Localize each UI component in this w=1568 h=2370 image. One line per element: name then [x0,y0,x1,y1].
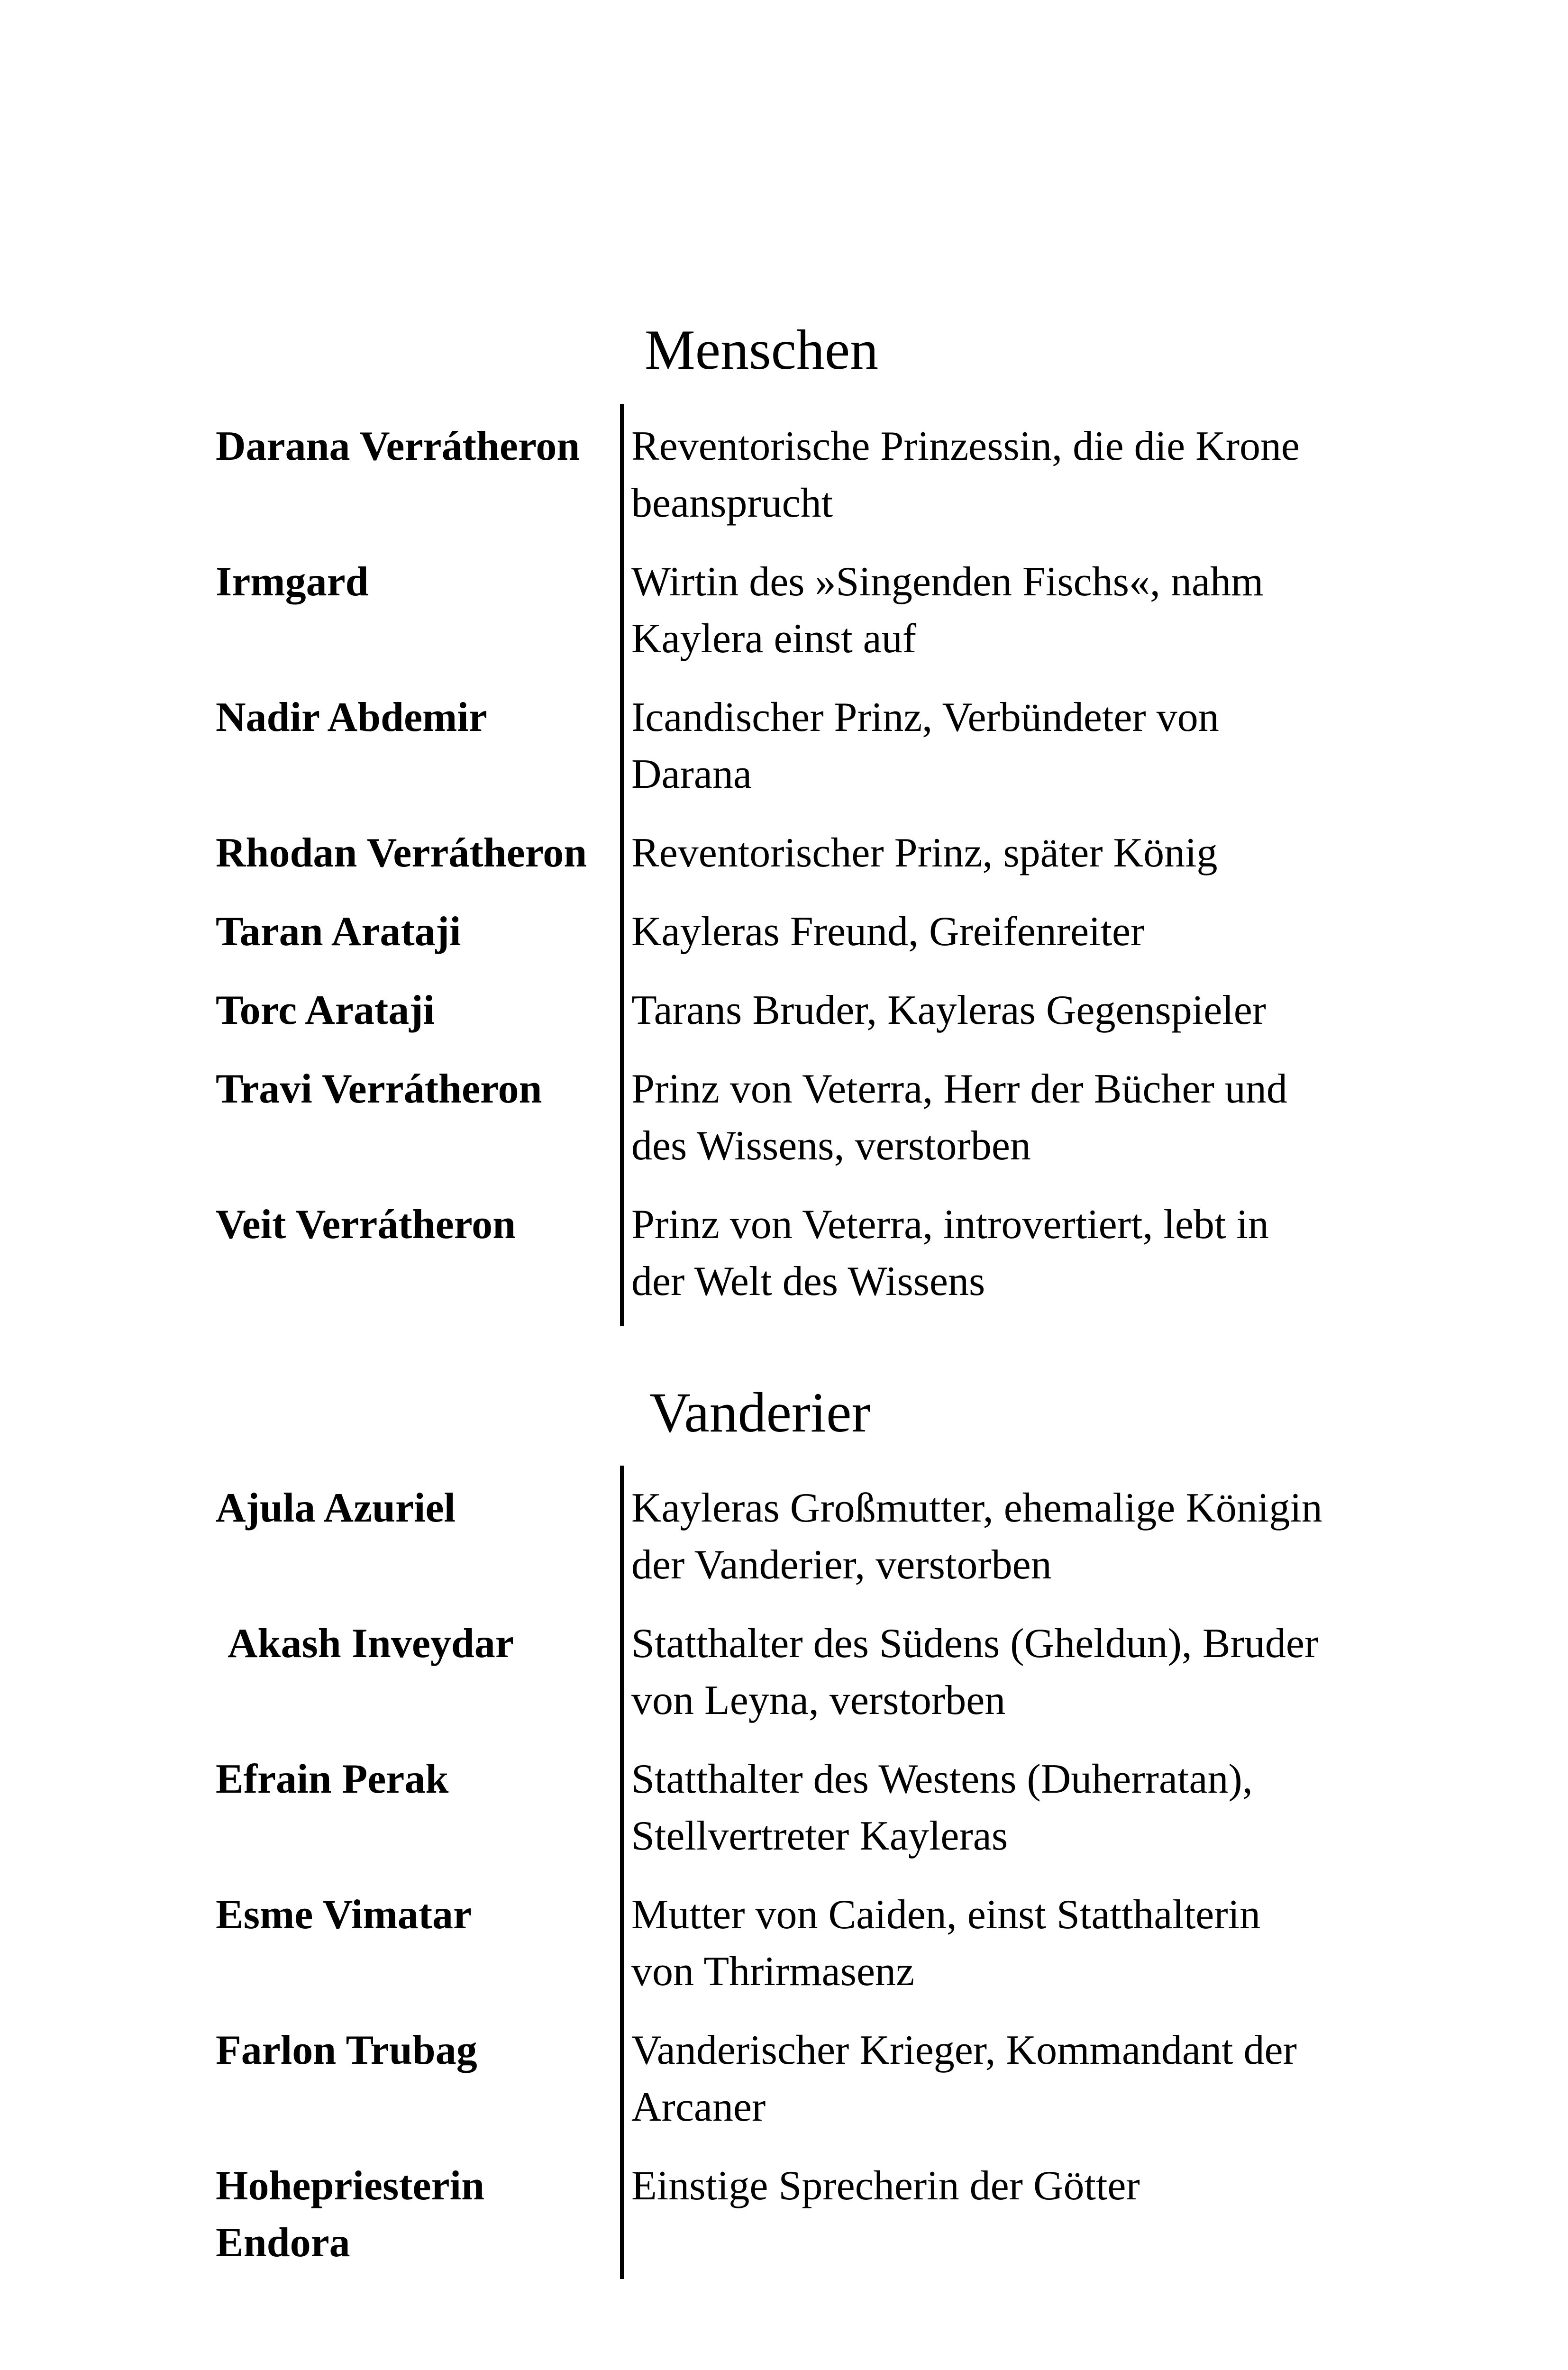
character-description: Mutter von Caiden, einst Statthalterin von Thrirmasenz [631,1892,1261,1995]
character-description: Tarans Bruder, Kayleras Gegenspieler [631,987,1267,1033]
character-description: Prinz von Veterra, introvertiert, lebt in der Welt des Wissens [631,1202,1269,1304]
character-description: Reventorischer Prinz, später König [631,830,1218,876]
character-name: Ajula Azuriel [216,1485,456,1531]
character-description: Vanderischer Krieger, Kommandant der Arcaner [631,2027,1297,2130]
character-name: Efrain Perak [216,1756,449,1802]
character-description: Einstige Sprecherin der Götter [631,2163,1140,2209]
character-name: Farlon Trubag [216,2027,477,2073]
character-description: Statthalter des Westens (Duherratan), Stellvertreter Kayleras [631,1756,1253,1859]
character-description: Statthalter des Südens (Gheldun), Bruder von Leyna, verstorben [631,1621,1319,1723]
character-name: Nadir Abdemir [216,694,487,740]
character-name: Esme Vimatar [216,1892,472,1938]
character-name: Torc Arataji [216,987,435,1033]
character-description: Kayleras Großmutter, ehemalige Königin der Vanderier, verstorben [631,1485,1322,1588]
character-name: Irmgard [216,559,369,605]
section-title: Vanderier [649,1381,871,1444]
character-description: Prinz von Veterra, Herr der Bücher und des Wissens, verstorben [631,1066,1287,1169]
character-description: Icandischer Prinz, Verbündeter von Darana [631,694,1219,797]
character-description: Kayleras Freund, Greifenreiter [631,909,1145,955]
character-name: Darana Verrátheron [216,423,580,469]
character-name: Veit Verrátheron [216,1202,516,1248]
column-divider [620,1466,624,2279]
character-description: Reventorische Prinzessin, die die Krone beansprucht [631,423,1300,526]
character-name: Travi Verrátheron [216,1066,542,1112]
section-title: Menschen [645,318,879,381]
character-name: Hohepriesterin Endora [216,2163,485,2266]
character-name: Rhodan Verrátheron [216,830,587,876]
column-divider [620,404,624,1326]
character-name: Akash Inveydar [228,1621,514,1667]
character-description: Wirtin des »Singenden Fischs«, nahm Kaylera einst auf [631,559,1264,662]
character-name: Taran Arataji [216,909,461,955]
